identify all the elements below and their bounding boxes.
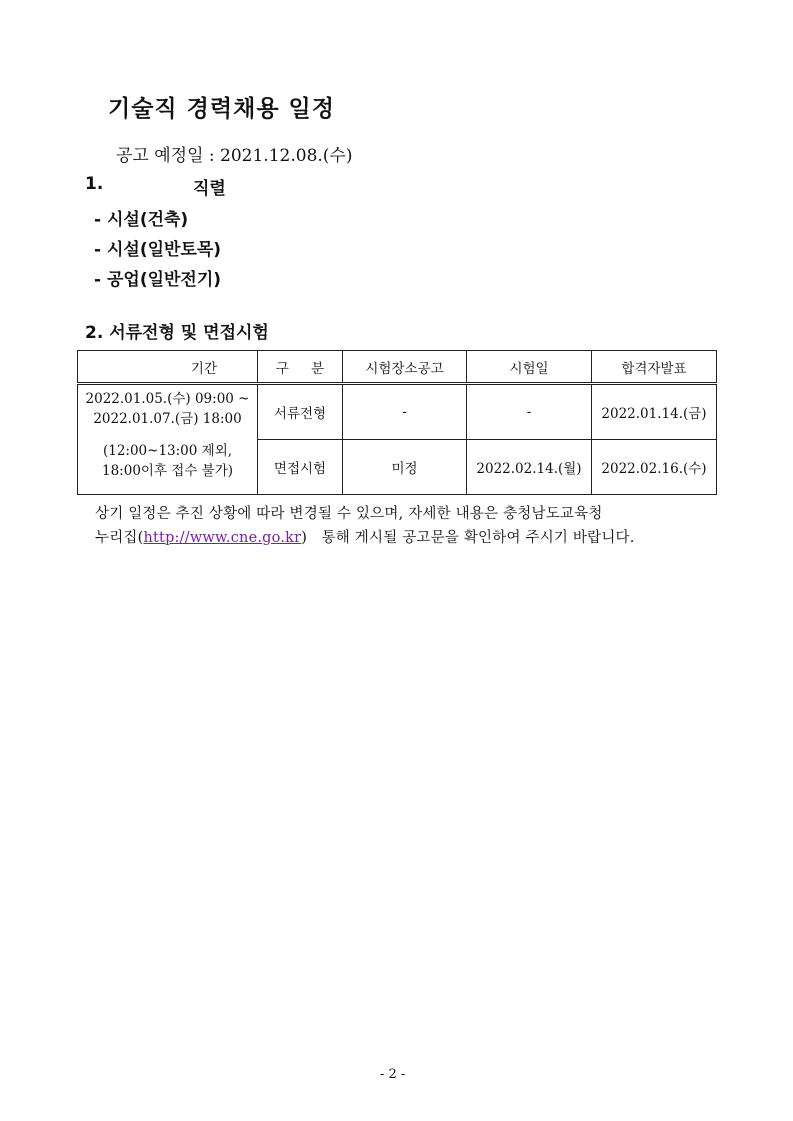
row1-type: 서류전형 (258, 384, 343, 440)
row2-type: 면접시험 (258, 440, 343, 495)
note-line-1: 상기 일정은 추진 상황에 따라 변경될 수 있으며, 자세한 내용은 충청남도교육청 (95, 506, 603, 522)
table-row (78, 384, 717, 440)
section1-number: 1. (85, 174, 104, 194)
period-start: 2022.01.05.(수) 09:00 ~ (85, 391, 250, 407)
header-venue-notice: 시험장소공고 (343, 351, 467, 384)
header-exam-date: 시험일 (467, 351, 592, 384)
note-prefix: 누리집( (95, 530, 144, 546)
row2-result: 2022.02.16.(수) (592, 440, 717, 495)
period-end: 2022.01.07.(금) 18:00 (93, 411, 242, 427)
website-link[interactable]: http://www.cne.go.kr (143, 530, 302, 546)
row1-result: 2022.01.14.(금) (592, 384, 717, 440)
row1-date: - (467, 384, 592, 440)
section2-title: 2. 서류전형 및 면접시험 (85, 323, 269, 343)
header-result: 합격자발표 (592, 351, 717, 384)
table-header-row (78, 351, 717, 384)
period-note-2: 18:00이후 접수 불가) (102, 463, 233, 479)
job-item-electrical: - 공업(일반전기) (94, 270, 222, 290)
period-cell (78, 384, 258, 495)
period-note-1: (12:00~13:00 제외, (102, 443, 233, 459)
page-title: 기술직 경력채용 일정 (108, 96, 335, 122)
schedule-table (77, 350, 717, 495)
note-line-2 (95, 526, 635, 547)
job-item-architecture: - 시설(건축) (94, 210, 189, 230)
header-category: 구 분 (258, 351, 343, 384)
row1-place: - (343, 384, 467, 440)
job-item-civil: - 시설(일반토목) (94, 240, 222, 260)
note-suffix: ) 통해 게시될 공고문을 확인하여 주시기 바랍니다. (301, 530, 635, 546)
header-period: 기간 (78, 351, 258, 384)
announcement-date: 공고 예정일 : 2021.12.08.(수) (116, 146, 353, 166)
page-number: - 2 - (380, 1067, 406, 1082)
section1-title: 직렬 (193, 179, 226, 199)
row2-place: 미정 (343, 440, 467, 495)
row2-date: 2022.02.14.(월) (467, 440, 592, 495)
